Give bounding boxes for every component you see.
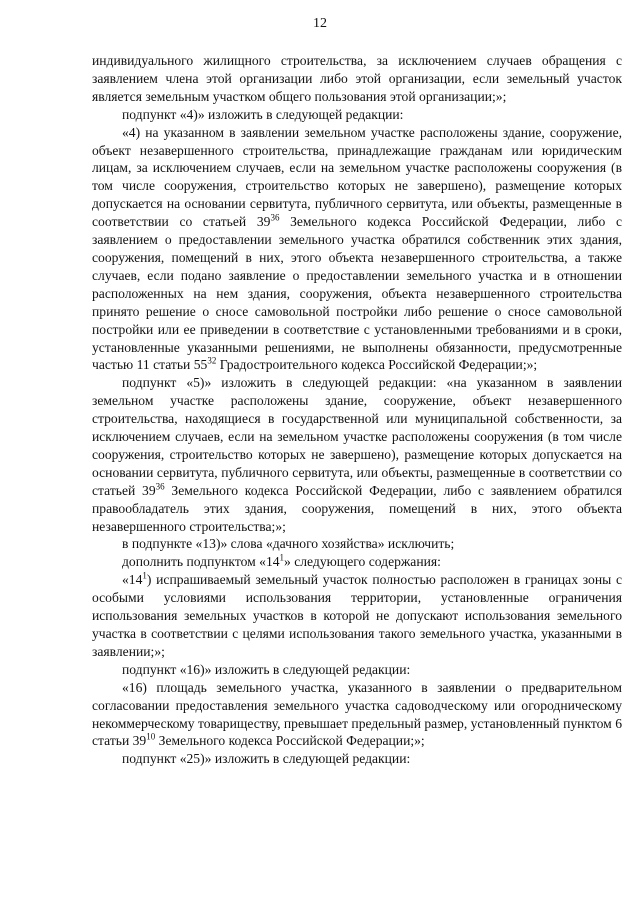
paragraph-text-cont: » следующего содержания: — [284, 554, 441, 570]
paragraph-text-cont: Земельного кодекса Российской Федерации;»; — [155, 733, 425, 749]
page-number: 12 — [313, 16, 327, 31]
paragraph-9 — [92, 679, 622, 751]
superscript: 32 — [207, 355, 217, 366]
paragraph-text-cont: Земельного кодекса Российской Федерации, либо с заявлением обратился правообладатель этих здания, сооружения, помещений в них, этого объекта незавершенного строительства;»; — [92, 482, 623, 534]
paragraph-8 — [92, 661, 622, 679]
paragraph-7 — [92, 571, 622, 661]
superscript: 1 — [142, 570, 147, 581]
paragraph-text: «14 — [122, 572, 143, 588]
paragraph-2 — [92, 106, 622, 124]
superscript: 36 — [270, 212, 280, 223]
document-body — [92, 52, 622, 768]
paragraph-10 — [92, 750, 622, 768]
paragraph-4 — [92, 374, 622, 535]
paragraph-text: дополнить подпунктом «14 — [122, 554, 280, 570]
paragraph-text: «4) на указанном в заявлении земельном участке расположены здание, сооружение, объект незавершенного строительства, принадлежащие гражданам или юридическим лицам, за исключением случаев, если на земельном участке расположены сооружения (в том числе сооружения, строительство которых не завершено), размещение которых допускается на основании сервитута, публичного сервитута, или объекты, размещенные в соответствии со статьей 39 — [92, 124, 622, 230]
paragraph-text: «16) площадь земельного участка, указанного в заявлении о предварительном согласовании предоставления земельного участка садоводческому или огородническому некоммерческому товариществу, превышает предельный размер, установленный пунктом 6 статьи 39 — [92, 679, 622, 749]
paragraph-1 — [92, 52, 622, 106]
paragraph-text: подпункт «5)» изложить в следующей редакции: «на указанном в заявлении земельном участке расположены здание, сооружение, объект незавершенного строительства, находящиеся в государственной или муниципальной собственности, за исключением случаев, если на земельном участке расположены сооружения (в том числе сооружения, строительство которых не завершено), размещение которых допускается на основании сервитута, публичного сервитута, или объекты, размещенные в соответствии со статьей 39 — [92, 375, 622, 498]
superscript: 36 — [155, 481, 165, 492]
paragraph-text: в подпункте «13)» слова «дачного хозяйства» исключить; — [122, 536, 455, 552]
paragraph-6 — [92, 553, 622, 571]
paragraph-text: подпункт «4)» изложить в следующей редакции: — [122, 106, 404, 122]
paragraph-text-cont: Градостроительного кодекса Российской Федерации;»; — [216, 357, 538, 373]
superscript: 10 — [146, 731, 156, 742]
paragraph-text: подпункт «16)» изложить в следующей редакции: — [122, 661, 411, 677]
paragraph-text: индивидуального жилищного строительства, за исключением случаев обращения с заявлением члена этой организации либо этой организации, если земельный участок является земельным участком общего пользования этой организации;»; — [92, 53, 622, 104]
paragraph-5 — [92, 535, 622, 553]
paragraph-text-cont: Земельного кодекса Российской Федерации, либо с заявлением о предоставлении земельного участка обратился собственник этих здания, сооружения, помещений в них, этого объекта незавершенного строительства, а также случаев, если подано заявление о предоставлении земельного участка и в отношении расположенных на нем здания, сооружения, объекта незавершенного строительства принято решение о сносе самовольной постройки либо решение о сносе самовольной постройки или ее приведении в соответствие с установленными требованиями и в сроки, установленные указанными решениями, не выполнены обязанности, предусмотренные частью 11 статьи 55 — [92, 214, 623, 373]
paragraph-text-cont: ) испрашиваемый земельный участок полностью расположен в границах зоны с особыми условиями использования территории, установленные ограничения использования земельных участков в которой не допускают использования земельного участка в соответствии с целями использования такого земельного участка, указанными в заявлении;»; — [92, 572, 622, 659]
paragraph-text: подпункт «25)» изложить в следующей редакции: — [122, 751, 411, 767]
superscript: 1 — [279, 552, 285, 563]
paragraph-3 — [92, 124, 622, 375]
